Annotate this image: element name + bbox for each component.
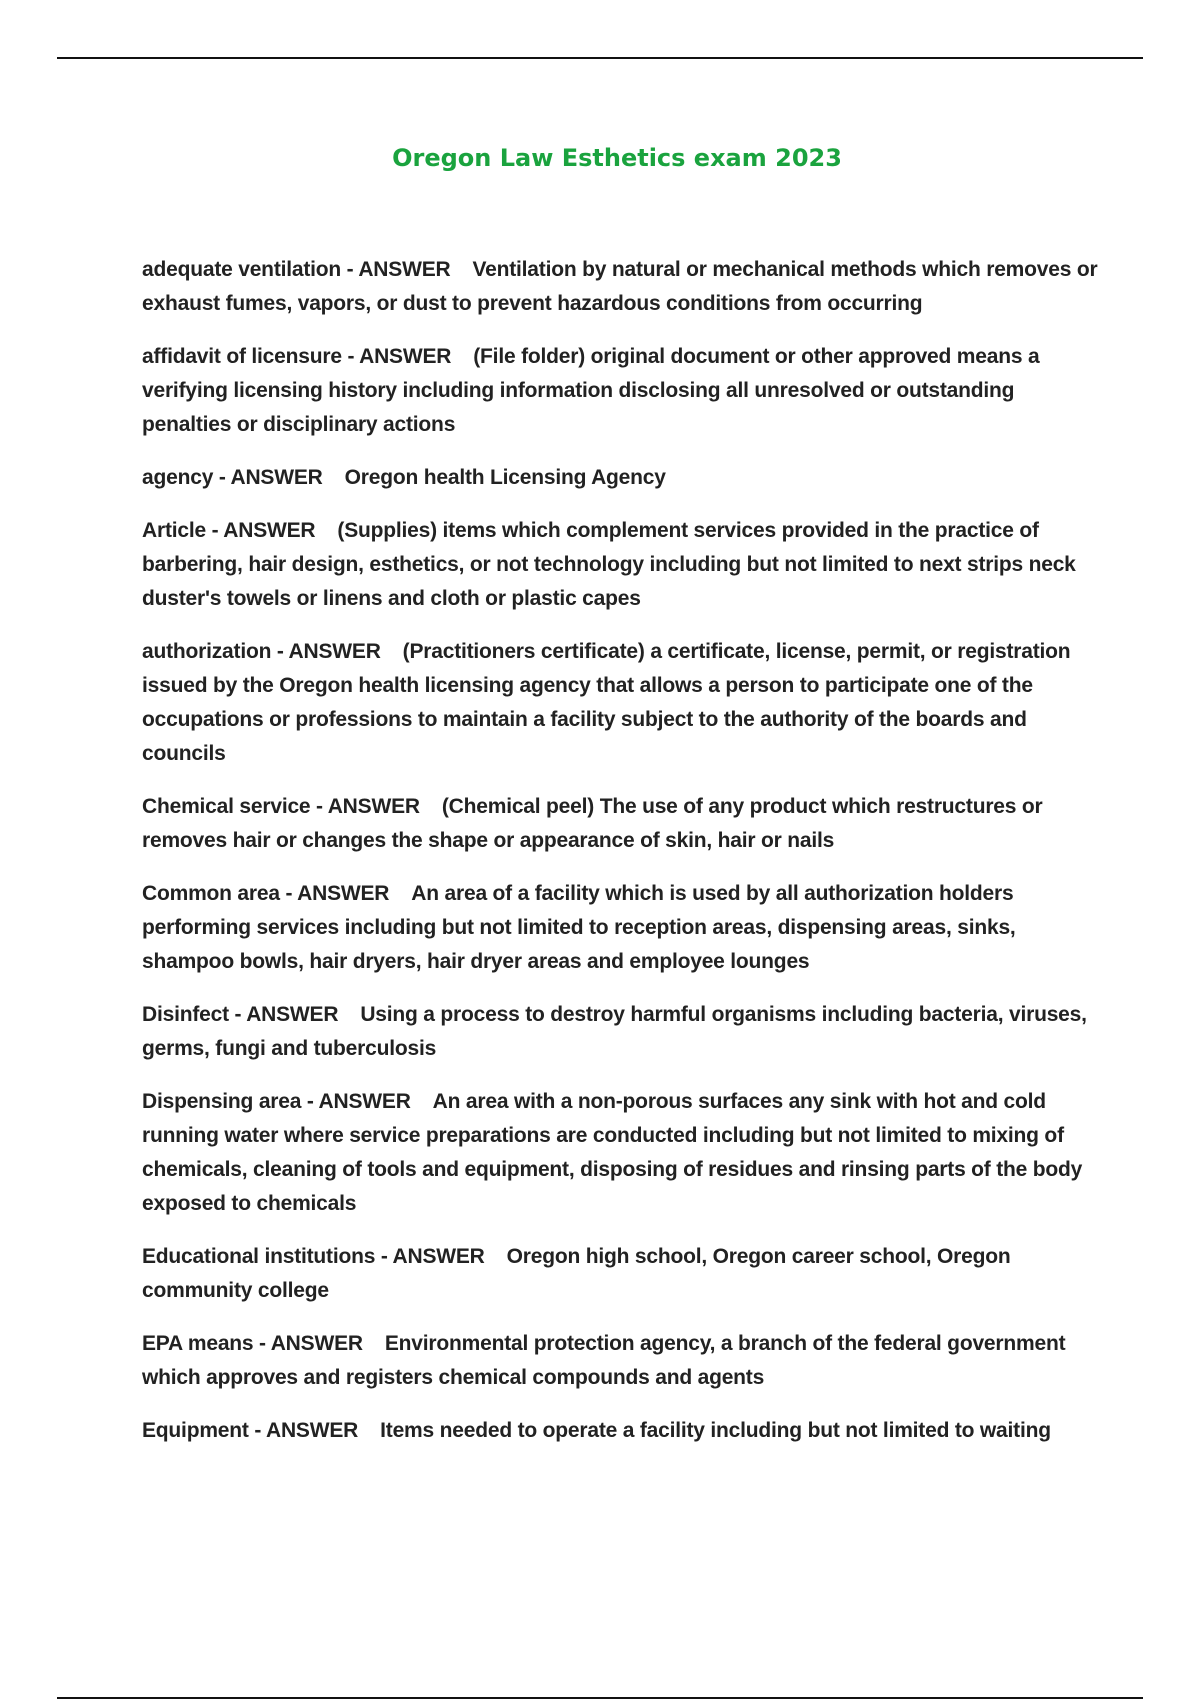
entry-term: Educational institutions (142, 1245, 376, 1268)
entry-definition: Oregon health Licensing Agency (344, 466, 666, 489)
glossary-list (142, 253, 1100, 1467)
entry-definition: An area with a non-porous surfaces any sink with hot and cold running water where service preparations are conducted including but not limited to mixing of chemicals, cleaning of tools and equipment, disposing of residues and rinsing parts of the body exposed to chemicals (142, 1090, 1083, 1215)
glossary-entry: EPA means - ANSWER Environmental protection agency, a branch of the federal government which approves and registers chemical compounds and agents (142, 1332, 1066, 1389)
entry-term: agency (142, 466, 214, 489)
answer-label: ANSWER (223, 519, 316, 542)
answer-label: ANSWER (230, 466, 323, 489)
glossary-entry: Equipment - ANSWER Items needed to operate a facility including but not limited to waiting (142, 1419, 1051, 1442)
answer-label: ANSWER (327, 795, 420, 818)
glossary-entry: Dispensing area - ANSWER An area with a non-porous surfaces any sink with hot and cold running water where service preparations are conducted including but not limited to mixing of chemicals, cleaning of tools and equipment, disposing of residues and rinsing parts of the body exposed to chemicals (142, 1090, 1083, 1215)
glossary-entry: Disinfect - ANSWER Using a process to destroy harmful organisms including bacteria, viruses, germs, fungi and tuberculosis (142, 1003, 1087, 1060)
entry-definition: (Practitioners certificate) a certificate, license, permit, or registration issued by the Oregon health licensing agency that allows a person to participate one of the occupations or professions to maintain a facility subject to the authority of the boards and councils (142, 640, 1071, 765)
entry-definition: (File folder) original document or other approved means a verifying licensing history including information disclosing all unresolved or outstanding penalties or disciplinary actions (142, 345, 1040, 436)
answer-label: ANSWER (270, 1332, 363, 1355)
document-title: Oregon Law Esthetics exam 2023 (392, 144, 842, 172)
entry-definition: Items needed to operate a facility including but not limited to waiting (380, 1419, 1051, 1442)
answer-label: ANSWER (358, 258, 451, 281)
entry-term: Article (142, 519, 206, 542)
entry-definition: Oregon high school, Oregon career school, Oregon community college (142, 1245, 1011, 1302)
entry-term: Common area (142, 882, 280, 905)
answer-label: ANSWER (318, 1090, 411, 1113)
glossary-entry: Chemical service - ANSWER (Chemical peel) The use of any product which restructures or removes hair or changes the shape or appearance of skin, hair or nails (142, 795, 1043, 852)
answer-label: ANSWER (359, 345, 452, 368)
glossary-entry: Article - ANSWER (Supplies) items which complement services provided in the practice of barbering, hair design, esthetics, or not technology including but not limited to next strips neck duster's towels or linens and cloth or plastic capes (142, 519, 1076, 610)
header-rule (57, 57, 1143, 59)
entry-definition: (Chemical peel) The use of any product which restructures or removes hair or changes the shape or appearance of skin, hair or nails (142, 795, 1043, 852)
answer-label: ANSWER (246, 1003, 339, 1026)
glossary-entry: affidavit of licensure - ANSWER (File folder) original document or other approved means a verifying licensing history including information disclosing all unresolved or outstanding penalties or disciplinary actions (142, 345, 1040, 436)
entry-definition: An area of a facility which is used by all authorization holders performing services including but not limited to reception areas, dispensing areas, sinks, shampoo bowls, hair dryers, hair dryer areas and employee lounges (142, 882, 1016, 973)
answer-label: ANSWER (392, 1245, 485, 1268)
entry-term: EPA means (142, 1332, 254, 1355)
entry-definition: Using a process to destroy harmful organisms including bacteria, viruses, germs, fungi and tuberculosis (142, 1003, 1087, 1060)
glossary-entry: authorization - ANSWER (Practitioners certificate) a certificate, license, permit, or registration issued by the Oregon health licensing agency that allows a person to participate one of the occupations or professions to maintain a facility subject to the authority of the boards and councils (142, 640, 1071, 765)
entry-term: adequate ventilation (142, 258, 342, 281)
entry-term: Disinfect (142, 1003, 229, 1026)
footer-rule (57, 1697, 1143, 1699)
answer-label: ANSWER (288, 640, 381, 663)
entry-term: authorization (142, 640, 272, 663)
entry-definition: (Supplies) items which complement services provided in the practice of barbering, hair design, esthetics, or not technology including but not limited to next strips neck duster's towels or linens and cloth or plastic capes (142, 519, 1076, 610)
glossary-entry: adequate ventilation - ANSWER Ventilation by natural or mechanical methods which removes or exhaust fumes, vapors, or dust to prevent hazardous conditions from occurring (142, 258, 1098, 315)
entry-term: Dispensing area (142, 1090, 302, 1113)
entry-definition: Ventilation by natural or mechanical methods which removes or exhaust fumes, vapors, or dust to prevent hazardous conditions from occurring (142, 258, 1098, 315)
entry-term: Equipment (142, 1419, 249, 1442)
glossary-entry: Common area - ANSWER An area of a facility which is used by all authorization holders performing services including but not limited to reception areas, dispensing areas, sinks, shampoo bowls, hair dryers, hair dryer areas and employee lounges (142, 882, 1016, 973)
entry-definition: Environmental protection agency, a branch of the federal government which approves and registers chemical compounds and agents (142, 1332, 1066, 1389)
glossary-entry: Educational institutions - ANSWER Oregon high school, Oregon career school, Oregon community college (142, 1245, 1011, 1302)
answer-label: ANSWER (297, 882, 390, 905)
answer-label: ANSWER (266, 1419, 359, 1442)
entry-term: Chemical service (142, 795, 311, 818)
glossary-entry: agency - ANSWER Oregon health Licensing Agency (142, 466, 666, 489)
entry-term: affidavit of licensure (142, 345, 342, 368)
